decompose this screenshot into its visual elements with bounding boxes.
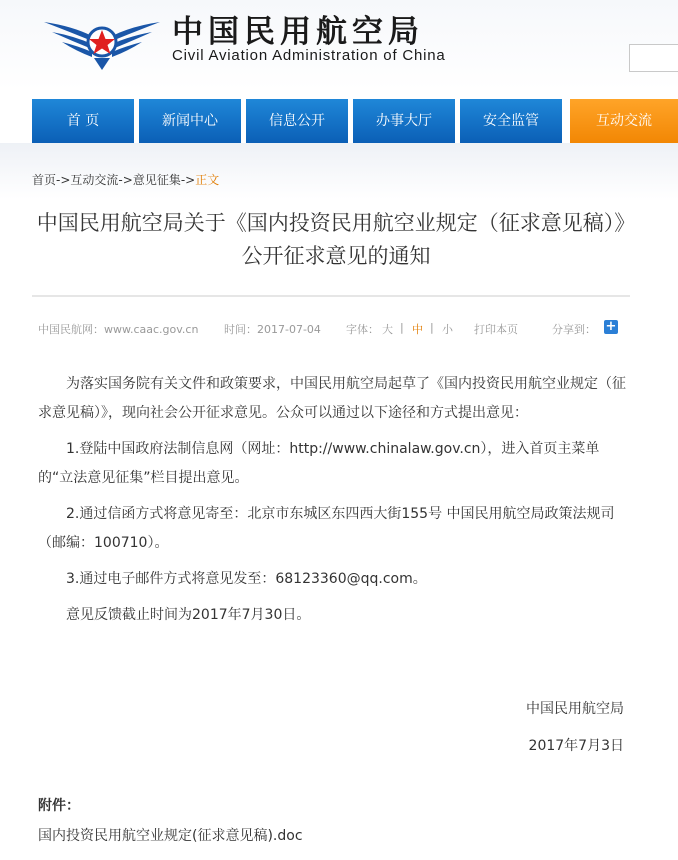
font-size-medium[interactable]: 中 <box>412 323 423 336</box>
nav-item-home[interactable]: 首 页 <box>32 99 134 143</box>
nav-item-info[interactable]: 信息公开 <box>246 99 348 143</box>
attachment-label: 附件： <box>38 798 80 814</box>
breadcrumb-separator: -> <box>180 173 196 187</box>
paragraph-intro: 为落实国务院有关文件和政策要求，中国民用航空局起草了《国内投资民用航空业规定（征求意见稿）》，现向社会公开征求意见。公众可以通过以下途径和方式提出意见： <box>38 376 626 421</box>
paragraph-item-1: 1.登陆中国政府法制信息网（网址：http://www.chinalaw.gov.cn），进入首页主菜单的“立法意见征集”栏目提出意见。 <box>38 441 600 486</box>
article-meta <box>38 321 628 337</box>
article-title: 中国民用航空局关于《国内投资民用航空业规定（征求意见稿）》公开征求意见的通知 <box>36 211 636 268</box>
nav-item-services[interactable]: 办事大厅 <box>353 99 455 143</box>
search-input[interactable] <box>629 44 678 72</box>
breadcrumb <box>32 171 219 188</box>
title-divider <box>32 295 630 297</box>
print-page-link[interactable]: 打印本页 <box>474 323 518 336</box>
nav-item-news[interactable]: 新闻中心 <box>139 99 241 143</box>
font-size-large[interactable]: 大 <box>382 323 393 336</box>
paragraph-deadline: 意见反馈截止时间为2017年7月30日。 <box>66 607 311 623</box>
breadcrumb-opinion[interactable]: 意见征集 <box>132 173 181 187</box>
paragraph-item-3: 3.通过电子邮件方式将意见发至：68123360@qq.com。 <box>66 571 427 587</box>
article-time: 时间：2017-07-04 <box>224 323 321 336</box>
signature-date: 2017年7月3日 <box>528 738 624 754</box>
font-size-divider: | <box>430 321 434 334</box>
breadcrumb-separator: -> <box>56 173 71 187</box>
article-source: 中国民航网：www.caac.gov.cn <box>38 323 199 336</box>
article-body <box>38 370 630 637</box>
attachment-file-link[interactable]: 国内投资民用航空业规定(征求意见稿).doc <box>38 828 303 844</box>
org-name-cn: 中国民用航空局 <box>172 14 424 50</box>
font-size-divider: | <box>400 321 404 334</box>
paragraph-item-2: 2.通过信函方式将意见寄至：北京市东城区东四西大街155号 中国民用航空局政策法规司（邮编：100710）。 <box>38 506 615 551</box>
breadcrumb-current: 正文 <box>195 173 220 187</box>
nav-item-interaction[interactable]: 互动交流 <box>570 99 678 143</box>
font-size-small[interactable]: 小 <box>442 323 453 336</box>
breadcrumb-interaction[interactable]: 互动交流 <box>70 173 119 187</box>
site-header <box>0 0 678 90</box>
share-label: 分享到： <box>552 323 596 336</box>
org-name-en: Civil Aviation Administration of China <box>172 47 446 64</box>
signature-org: 中国民用航空局 <box>526 701 624 717</box>
breadcrumb-home[interactable]: 首页 <box>32 173 57 187</box>
share-plus-icon[interactable]: + <box>605 319 617 334</box>
font-size-label: 字体： <box>346 323 379 336</box>
nav-item-safety[interactable]: 安全监管 <box>460 99 562 143</box>
caac-emblem-icon[interactable] <box>42 8 162 74</box>
breadcrumb-separator: -> <box>118 173 133 187</box>
